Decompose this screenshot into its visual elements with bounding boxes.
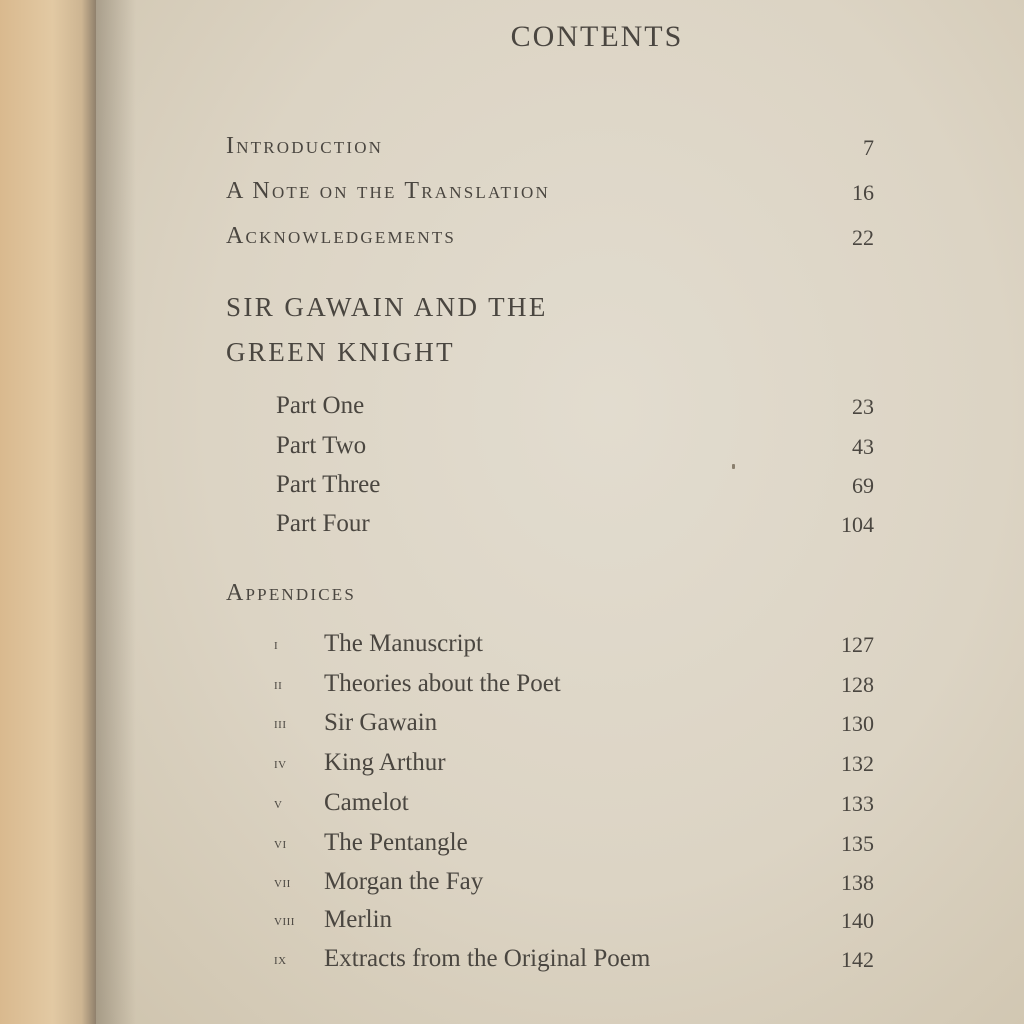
toc-entry-part-one <box>96 392 1024 428</box>
appendix-label: Merlin <box>324 906 393 933</box>
toc-entry-label: A Note on the Translation <box>226 178 550 204</box>
facing-page-edge <box>0 0 96 1024</box>
page-title <box>96 20 1010 54</box>
toc-entry-page: 69 <box>852 473 874 498</box>
appendix-numeral: iii <box>274 715 287 732</box>
appendix-numeral: iv <box>274 755 287 772</box>
appendix-page: 132 <box>841 751 874 776</box>
appendix-page: 142 <box>841 947 874 972</box>
appendix-page: 135 <box>841 831 874 856</box>
appendix-entry <box>96 868 1024 904</box>
appendix-numeral: ii <box>274 676 283 693</box>
appendix-entry <box>96 789 1024 825</box>
appendix-page: 140 <box>841 908 874 933</box>
toc-entry-page: 104 <box>841 512 874 537</box>
toc-entry-introduction <box>96 133 1024 169</box>
appendix-label: King Arthur <box>324 749 446 776</box>
page-title-text: CONTENTS <box>510 20 684 53</box>
appendix-label: Extracts from the Original Poem <box>324 945 651 972</box>
appendix-numeral: v <box>274 795 283 812</box>
toc-entry-label: Acknowledgements <box>226 223 457 249</box>
appendices-heading: Appendices <box>226 580 357 606</box>
toc-entry-label: Introduction <box>226 133 384 159</box>
appendix-entry <box>96 906 1024 942</box>
appendix-label: Camelot <box>324 789 409 816</box>
appendix-entry <box>96 829 1024 865</box>
appendix-label: Sir Gawain <box>324 709 438 736</box>
appendix-page: 130 <box>841 711 874 736</box>
appendix-page: 138 <box>841 870 874 895</box>
toc-entry-page: 23 <box>852 394 874 419</box>
appendix-page: 128 <box>841 672 874 697</box>
appendix-label: The Manuscript <box>324 630 483 657</box>
appendices-heading-row <box>96 580 1024 616</box>
toc-entry-part-two <box>96 432 1024 468</box>
appendix-entry <box>96 945 1024 981</box>
toc-entry-label: Part Two <box>276 432 367 459</box>
appendix-numeral: ix <box>274 951 287 968</box>
appendix-entry <box>96 630 1024 666</box>
paper-speck <box>732 464 735 469</box>
toc-entry-label: Part Four <box>276 510 370 537</box>
toc-entry-part-four <box>96 510 1024 546</box>
toc-entry-part-three <box>96 471 1024 507</box>
toc-entry-page: 16 <box>852 180 874 205</box>
appendix-entry <box>96 670 1024 706</box>
appendix-page: 133 <box>841 791 874 816</box>
appendix-label: Morgan the Fay <box>324 868 484 895</box>
appendix-numeral: vii <box>274 874 291 891</box>
appendix-entry <box>96 749 1024 785</box>
appendix-numeral: i <box>274 636 279 653</box>
appendix-numeral: vi <box>274 835 287 852</box>
toc-entry-page: 22 <box>852 225 874 250</box>
appendix-label: Theories about the Poet <box>324 670 561 697</box>
toc-entry-note-on-translation <box>96 178 1024 214</box>
appendix-label: The Pentangle <box>324 829 468 856</box>
appendix-numeral: viii <box>274 912 295 929</box>
appendix-entry <box>96 709 1024 745</box>
toc-entry-label: Part Three <box>276 471 381 498</box>
toc-entry-acknowledgements <box>96 223 1024 259</box>
appendix-page: 127 <box>841 632 874 657</box>
poem-title-line-2: GREEN KNIGHT <box>226 337 456 367</box>
toc-entry-label: Part One <box>276 392 365 419</box>
toc-entry-page: 43 <box>852 434 874 459</box>
toc-entry-page: 7 <box>863 135 874 160</box>
contents-page <box>96 0 1024 1024</box>
poem-title-line-1: SIR GAWAIN AND THE <box>226 292 548 322</box>
